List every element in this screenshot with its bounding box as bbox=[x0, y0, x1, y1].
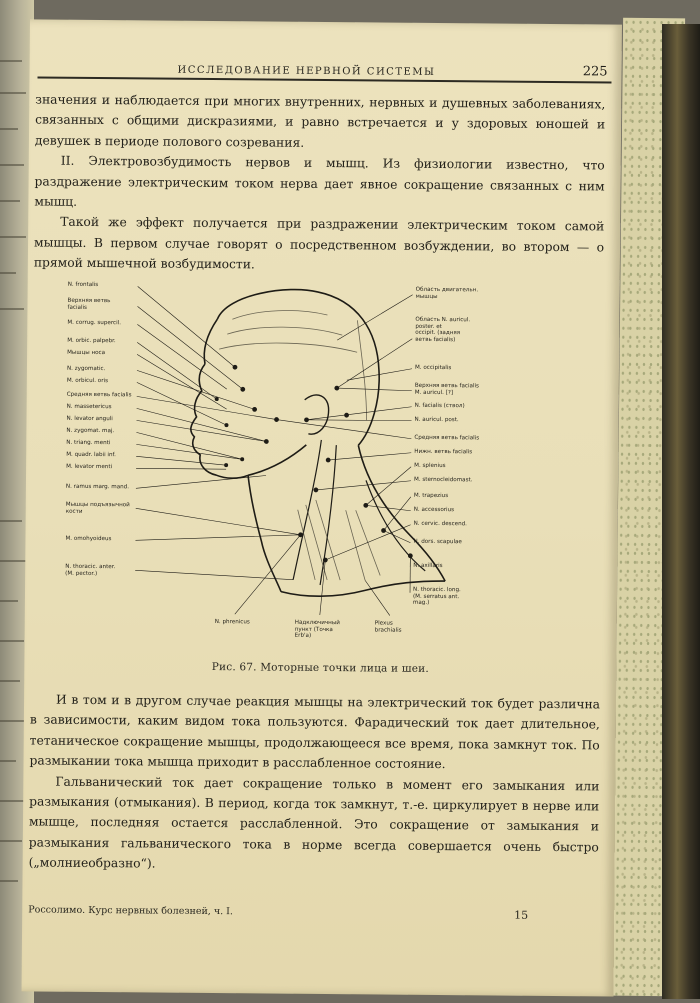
label-left: Мышцы подъязычной кости bbox=[65, 501, 130, 515]
label-right: Средняя ветвь facialis bbox=[414, 434, 480, 442]
label-right: N. thoracic. long. (M. serratus ant. mag.) bbox=[412, 586, 461, 607]
footer-signature: Россолимо. Курс нервных болезней, ч. I. bbox=[28, 904, 233, 918]
label-left: M. quadr. labii inf. bbox=[66, 451, 116, 459]
header-title: ИССЛЕДОВАНИЕ НЕРВНОЙ СИСТЕМЫ bbox=[177, 64, 436, 78]
label-right: Нижн. ветвь facialis bbox=[414, 448, 473, 456]
figure-caption: Рис. 67. Моторные точки лица и шеи. bbox=[211, 661, 429, 675]
label-right: M. sternocleidomast. bbox=[413, 476, 473, 484]
paragraph: Гальванический ток дает сокращение только в момент его замыкания или размыкания (отмыкания). В период, когда ток замкнут, т.-е. циркулирует в нерве или мышце, последняя остается расслабленной. Это сокращение от замыкания и размыкания гальванического тока в норме всегда совершается очень быстро („молниеобразно“). bbox=[28, 774, 600, 871]
label-left: Мышцы носа bbox=[67, 349, 106, 357]
label-left: N. levator anguli bbox=[66, 415, 113, 423]
label-right: N. dors. scapulae bbox=[413, 538, 462, 546]
label-left: N. ramus marg. mand. bbox=[65, 483, 130, 491]
label-right: M. splenius bbox=[414, 462, 446, 470]
label-right: N. axillaris bbox=[413, 562, 443, 570]
paragraph: II. Электровозбудимость нервов и мышц. Из физиологии известно, что раздражение электрическим током нерва дает явное сокращение связанных с ним мышц. bbox=[34, 153, 605, 209]
label-left: M. orbicul. oris bbox=[66, 377, 109, 385]
paragraph: И в том и в другом случае реакция мышцы на электрический ток будет различна в зависимости, каким видом тока пользуются. Фарадический ток дает длительное, тетаническое сокращение мышцы, продолжающееся все время, пока замкнут ток. По размыкании тока мышца приходит в расслабленное состояние. bbox=[29, 692, 601, 772]
label-bottom: Надключичный пункт (Точка Erb'a) bbox=[294, 619, 340, 640]
book-binding bbox=[662, 24, 700, 999]
label-left: N. frontalis bbox=[67, 281, 99, 289]
label-left: M. orbic. palpebr. bbox=[67, 337, 116, 345]
label-bottom: N. phrenicus bbox=[214, 619, 250, 626]
paragraph: Такой же эффект получается при раздражении электрическим током самой мышцы. В первом случае говорят о посредственном возбуждении, во втором — о прямой мышечной возбудимости. bbox=[33, 215, 605, 272]
label-right: N. cervic. descend. bbox=[413, 520, 468, 528]
book-page bbox=[22, 19, 622, 996]
figure-motor-points bbox=[64, 278, 487, 672]
text-block-bottom bbox=[29, 689, 601, 878]
label-left: N. zygomat. maj. bbox=[66, 427, 115, 435]
label-left: N. thoracic. anter. (M. pector.) bbox=[65, 563, 116, 577]
label-left: Средняя ветвь facialis bbox=[66, 391, 132, 399]
footer-number: 15 bbox=[514, 908, 529, 922]
label-right: N. facialis (ствол) bbox=[414, 402, 465, 410]
label-left: M. levator menti bbox=[66, 463, 113, 471]
label-left: N. zygomatic. bbox=[66, 365, 106, 373]
label-right: N. accessorius bbox=[413, 506, 455, 514]
paragraph: значения и наблюдается при многих внутренних, нервных и душевных заболеваниях, связанных с общими дискразиями, и равно встречается и у здоровых юношей и девушек в периоде полового созревания. bbox=[34, 92, 606, 150]
text-block-top bbox=[34, 89, 606, 278]
page-number: 225 bbox=[582, 64, 608, 80]
label-left: N. massetericus bbox=[66, 403, 112, 411]
label-left: M. corrug. supercil. bbox=[67, 319, 122, 327]
label-left: N. triang. menti bbox=[66, 439, 111, 447]
label-bottom: Plexus brachialis bbox=[374, 620, 402, 634]
label-right: M. trapezius bbox=[413, 492, 449, 500]
label-right: Область двигательн. мышцы bbox=[415, 286, 479, 300]
label-left: Верхняя ветвь facialis bbox=[67, 297, 111, 311]
label-right: Область N. auricul. poster. et occipit. (задняя ветвь facialis) bbox=[415, 316, 471, 343]
running-header bbox=[37, 59, 611, 83]
page-footer bbox=[28, 904, 598, 922]
label-right: Верхняя ветвь facialis M. auricul. [?] bbox=[414, 382, 480, 396]
label-left: M. omohyoideus bbox=[65, 535, 112, 543]
label-right: N. auricul. post. bbox=[414, 416, 459, 424]
label-right: M. occipitalis bbox=[414, 364, 452, 372]
